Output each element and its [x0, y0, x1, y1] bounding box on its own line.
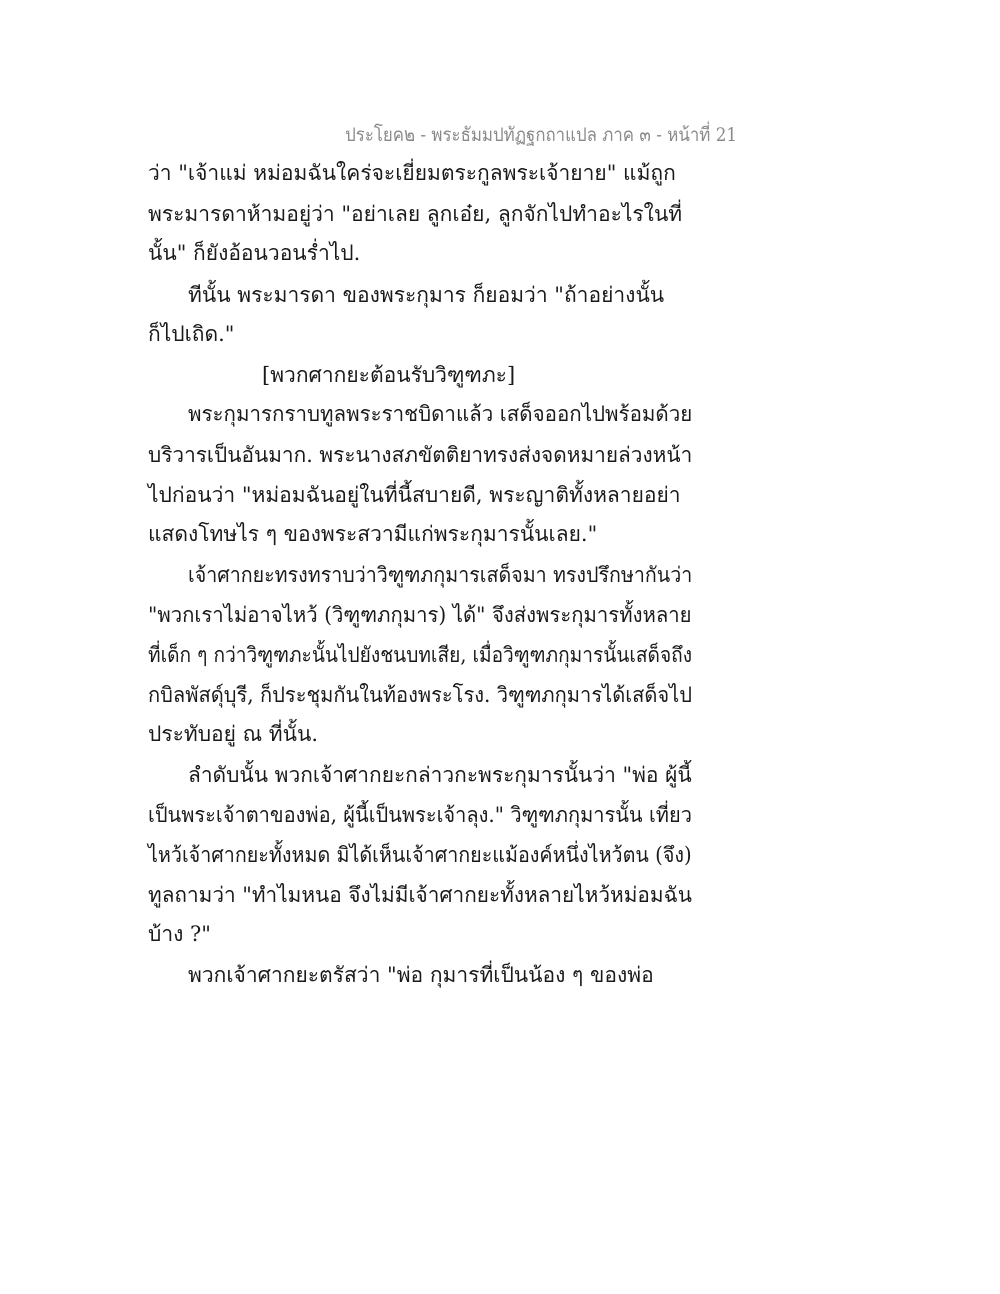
text-line: ว่า "เจ้าแม่ หม่อมฉันใคร่จะเยี่ยมตระกูลพระเจ้ายาย" แม้ถูก — [148, 161, 676, 185]
paragraph-first-line: ทีนั้น พระมารดา ของพระกุมาร ก็ยอมว่า "ถ้าอย่างนั้น — [188, 283, 665, 307]
section-heading: [พวกศากยะต้อนรับวิฑูฑภะ] — [262, 363, 516, 387]
text-line: บ้าง ?" — [148, 922, 211, 946]
text-line: ทูลถามว่า "ทำไมหนอ จึงไม่มีเจ้าศากยะทั้งหลายไหว้หม่อมฉัน — [148, 883, 692, 907]
text-line: ประทับอยู่ ณ ที่นั้น. — [148, 722, 319, 746]
text-line: ก็ไปเถิด." — [148, 322, 235, 346]
paragraph-first-line: พวกเจ้าศากยะตรัสว่า "พ่อ กุมารที่เป็นน้อง ๆ ของพ่อ — [188, 963, 654, 987]
paragraph-first-line: เจ้าศากยะทรงทราบว่าวิฑูฑภกุมารเสด็จมา ทรงปรึกษากันว่า — [188, 563, 693, 587]
text-line: ไปก่อนว่า "หม่อมฉันอยู่ในที่นี้สบายดี, พระญาติทั้งหลายอย่า — [148, 483, 681, 507]
paragraph-first-line: พระกุมารกราบทูลพระราชบิดาแล้ว เสด็จออกไปพร้อมด้วย — [188, 402, 693, 426]
text-line: แสดงโทษไร ๆ ของพระสวามีแก่พระกุมารนั้นเลย." — [148, 522, 598, 546]
text-line: พระมารดาห้ามอยู่ว่า "อย่าเลย ลูกเอ๋ย, ลูกจักไปทำอะไรในที่ — [148, 202, 683, 226]
text-line: นั้น" ก็ยังอ้อนวอนร่ำไป. — [148, 241, 361, 265]
text-line: ที่เด็ก ๆ กว่าวิฑูฑภะนั้นไปยังชนบทเสีย, เมื่อวิฑูฑภกุมารนั้นเสด็จถึง — [148, 643, 693, 667]
text-line: บริวารเป็นอันมาก. พระนางสภขัตติยาทรงส่งจดหมายล่วงหน้า — [148, 443, 693, 467]
text-line: "พวกเราไม่อาจไหว้ (วิฑูฑภกุมาร) ได้" จึงส่งพระกุมารทั้งหลาย — [148, 603, 692, 627]
running-header: ประโยค๒ - พระธัมมปทัฏฐกถาแปล ภาค ๓ - หน้าที่ 21 — [345, 124, 738, 146]
text-line: ไหว้เจ้าศากยะทั้งหมด มิได้เห็นเจ้าศากยะแม้องค์หนึ่งไหว้ตน (จึง) — [148, 843, 692, 867]
text-line: กบิลพัสดุ์บุรี, ก็ประชุมกันในท้องพระโรง. วิฑูฑภกุมารได้เสด็จไป — [148, 683, 693, 707]
paragraph-first-line: ลำดับนั้น พวกเจ้าศากยะกล่าวกะพระกุมารนั้นว่า "พ่อ ผู้นี้ — [188, 763, 692, 787]
text-line: เป็นพระเจ้าตาของพ่อ, ผู้นี้เป็นพระเจ้าลุง." วิฑูฑภกุมารนั้น เที่ยว — [148, 803, 692, 827]
